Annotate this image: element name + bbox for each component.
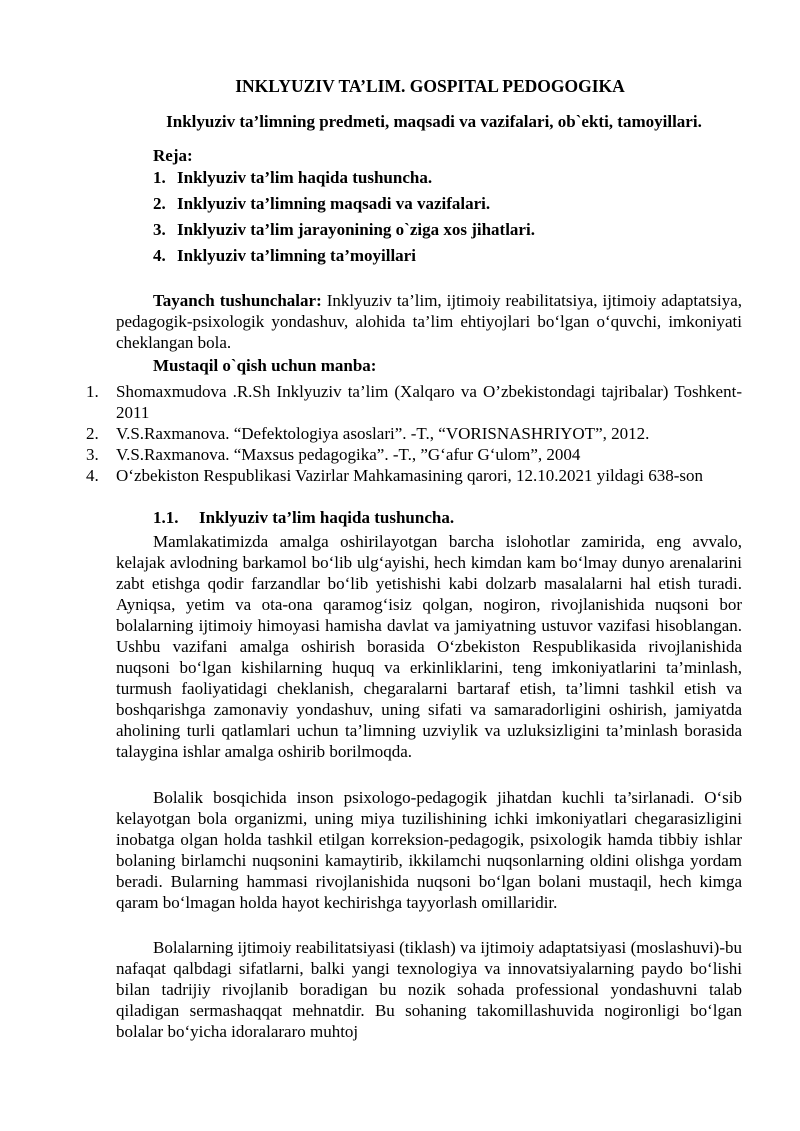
source-item-number: 3. [86,445,99,464]
plan-list [153,168,535,272]
sources-label: Mustaqil o`qish uchun manba: [153,356,377,375]
key-concepts-label: Tayanch tushunchalar: [153,291,322,310]
plan-item [153,220,535,246]
section-number: 1.1. [153,508,179,527]
section-title: Inklyuziv ta’lim haqida tushuncha. [199,508,455,527]
source-item-text: V.S.Raxmanova. “Maxsus pedagogika”. -T., ”G‘afur G‘ulom”, 2004 [116,445,581,464]
plan-label: Reja: [153,146,193,165]
sources-list [86,381,742,486]
body-paragraph: Bolalarning ijtimoiy reabilitatsiyasi (tiklash) va ijtimoiy adaptatsiyasi (moslashuvi)-bu nafaqat qalbdagi sifatlarni, balki yangi texnologiya va innovatsiyalarning paydo bo‘lishi bilan tadrijiy rivojlanib boradigan bu nozik sohada professional yondashuvni talab qiladigan sermashaqqat mehnatdir. Bu sohaning takomillashuvida nogironligi bo‘lgan bolalar bo‘yicha idoralararo muhtoj [116,938,742,1041]
body-paragraph: Bolalik bosqichida inson psixologo-pedagogik jihatdan kuchli ta’sirlanadi. O‘sib kelayotgan bola organizmi, uning miya tuzilishining ichki imkoniyatlari chegarasizligini inobatga olgan holda tashkil etilgan korreksion-pedagogik, psixologik hamda tibbiy ishlar bolaning birlamchi nuqsonini kamaytirib, ikkilamchi nuqsonlarning oldini olishga yordam beradi. Bularning hammasi rivojlanishida nuqsoni bo‘lgan bolani mustaqil, hech kimga qaram bo‘lmagan holda hayot kechirishga tayyorlash omillaridir. [116,788,742,912]
plan-item [153,246,535,272]
source-item-number: 1. [86,382,99,401]
plan-item-text: Inklyuziv ta’lim haqida tushuncha. [177,168,433,187]
source-item [86,465,742,486]
section-heading [153,508,454,528]
source-item-number: 4. [86,466,99,485]
plan-item-number: 1. [153,168,166,187]
plan-item-number: 4. [153,246,166,265]
plan-item [153,168,535,194]
source-item [86,381,742,423]
plan-item [153,194,535,220]
document-title: INKLYUZIV TA’LIM. GOSPITAL PEDOGOGIKA [235,76,625,96]
plan-item-text: Inklyuziv ta’limning maqsadi va vazifalari. [177,194,491,213]
source-item [86,444,742,465]
key-concepts-text: Inklyuziv ta’lim, ijtimoiy reabilitatsiya, ijtimoiy adaptatsiya, pedagogik-psixologik yondashuv, alohida ta’lim ehtiyojlari bo‘lgan o‘quvchi, imkoniyati cheklangan bola. [116,291,742,352]
key-concepts-paragraph [116,290,742,353]
plan-item-text: Inklyuziv ta’limning ta’moyillari [177,246,416,265]
source-item-text: V.S.Raxmanova. “Defektologiya asoslari”. -T., “VORISNASHRIYOT”, 2012. [116,424,650,443]
plan-item-number: 2. [153,194,166,213]
source-item [86,423,742,444]
plan-item-text: Inklyuziv ta’lim jarayonining o`ziga xos jihatlari. [177,220,535,239]
source-item-number: 2. [86,424,99,443]
source-item-text: Shomaxmudova .R.Sh Inklyuziv ta’lim (Xalqaro va O’zbekistondagi tajribalar) Toshkent-2011 [116,382,742,422]
body-paragraph: Mamlakatimizda amalga oshirilayotgan barcha islohotlar zamirida, eng avvalo, kelajak avlodning barkamol bo‘lib ulg‘ayishi, hech kimdan kam bo‘lmay dunyo arenalarini zabt etishga qodir farzandlar bo‘lib yetishishi kabi dolzarb masalalarni hal etish turadi. Ayniqsa, yetim va ota-ona qaramog‘isiz qolgan, nogiron, rivojlanishida nuqsoni bor bolalarning ijtimoiy himoyasi hamisha davlat va jamiyatning ustuvor vazifasi hisoblangan. Ushbu vazifani amalga oshirish borasida O‘zbekiston Respublikasida rivojlanishida nuqsoni bo‘lgan kishilarning huquq va erkinliklarini, teng imkoniyatlarini ta’minlash, turmush faoliyatidagi cheklanish, chegaralarni bartaraf etish, ta’limni tashkil etish va boshqarishga zamonaviy yondashuv, uning sifati va samaradorligini oshirish, jamiyatda aholining turli qatlamlari uchun ta’limning uzviylik va uzluksizligini ta’minlash borasida talaygina ishlar amalga oshirib borilmoqda. [116,532,742,761]
plan-item-number: 3. [153,220,166,239]
document-subtitle: Inklyuziv ta’limning predmeti, maqsadi va vazifalari, ob`ekti, tamoyillari. [166,112,702,131]
source-item-text: O‘zbekiston Respublikasi Vazirlar Mahkamasining qarori, 12.10.2021 yildagi 638-son [116,466,704,485]
